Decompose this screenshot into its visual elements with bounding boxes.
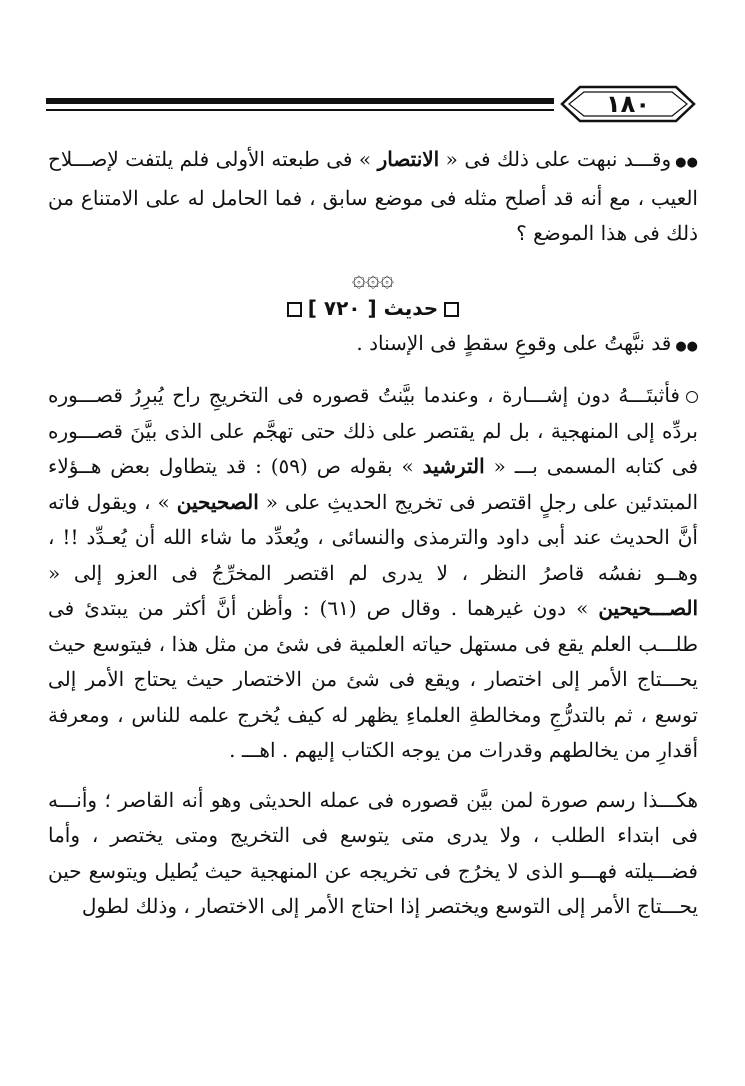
square-bullet-icon (287, 302, 302, 317)
paragraph-4 (48, 783, 698, 925)
para3-text-g: » دون غيرهما . وقال ص (٦١) : وأظن أنَّ أكثر من يبتدئ فى طلـــب العلم يقع فى مستهل حياته العلمية فى شئ من مثل هذا ، فيتوسع حيث يحـــتاج الأمر إلى اختصار ، ويقع فى شئ من الاختصار حيث يحتاج الأمر إلى توسع ، ثم بالتدرُّجِ ومخالطةِ العلماءِ يظهر له كيف يُخرج علمه للناس ، ومعرفة أقدارِ من يخالطهم وقدرات من يوجه الكتاب إليهم . اهـــ . (48, 596, 698, 762)
para1-bold-title: الانتصار (377, 147, 440, 171)
square-bullet-icon (444, 302, 459, 317)
para3-bold-sahihayn-2: الصـــحيحين (598, 596, 699, 620)
paragraph-1 (48, 142, 698, 252)
para3-bold-sahihayn: الصحيحين (176, 489, 259, 514)
paragraph-2 (48, 326, 698, 365)
header-rule-thick (46, 98, 554, 104)
ornament-divider-icon: ۞۞۞ (351, 263, 395, 292)
section-heading (48, 296, 698, 320)
para3-bold-tarshid: الترشيد (422, 454, 485, 478)
page-body (48, 142, 698, 925)
page-header (46, 84, 698, 124)
para3-text-c: » بقوله ص (٥٩) : قد يتطاول بعض هــؤلاء المبتدئين على رجلٍ اقتصر فى تخريج الحديثِ على « (48, 454, 698, 514)
para4-text: هكـــذا رسم صورة لمن بيَّن قصوره فى عمله الحديثى وهو أنه القاصر ؛ وأنـــه فى ابتداء الطلب ، ولا يدرى متى يتوسع فى التخريج ومتى يختصر ، وأما فضـــيلته فهـــو الذى لا يخرُج فى تخريجه عن المنهجية حيث يُطيل ويتوسع حين يحـــتاج الأمر إلى التوسع ويختصر إذا احتاج الأمر إلى الاختصار ، وذلك لطول (48, 787, 698, 918)
circle-bullet-icon (686, 391, 698, 403)
para2-text: قد نبَّهتُ على وقوعِ سقطٍ فى الإسناد . (356, 330, 672, 355)
page-number-badge (558, 84, 698, 124)
paragraph-3 (48, 378, 698, 769)
bullet-icon: ●● (675, 338, 698, 354)
para3-text-e: » ، ويقول فاته أنَّ الحديث عند أبى داود والترمذى والنسائى ، ويُعدِّد ما شاء الله أن يُعـدِّد !! ، وهــو نفسُه قاصرُ النظر ، لا يدرى لم اقتصر المخرِّجُ فى العزو إلى « (48, 489, 698, 585)
page-number: ١٨٠ (606, 90, 650, 118)
section-title-text: حديث [ ٧٢٠ ] (307, 295, 439, 320)
header-rule-thin (46, 109, 554, 111)
para3-text-a: فأثبتَـــهُ دون إشـــارة ، وعندما بيَّنتُ قصوره فى التخريجِ راح يُبرِرُ قصـــوره بردِّه إلى المنهجية ، بل لم يقتصر على ذلك حتى تهجَّم على الذى بيَّنَ قصـــوره فى كتابه المسمى بـــ « (48, 383, 699, 478)
bullet-icon: ●● (675, 155, 699, 170)
para1-text-a: وقـــد نبهت على ذلك فى « (445, 147, 672, 171)
para1-text-c: » فى طبعته الأولى فلم يلتفت لإصـــلاح العيب ، مع أنه قد أصلح مثله فى موضع سابق ، فما الحامل له على الامتناع من ذلك فى هذا الموضع ؟ (48, 147, 698, 245)
